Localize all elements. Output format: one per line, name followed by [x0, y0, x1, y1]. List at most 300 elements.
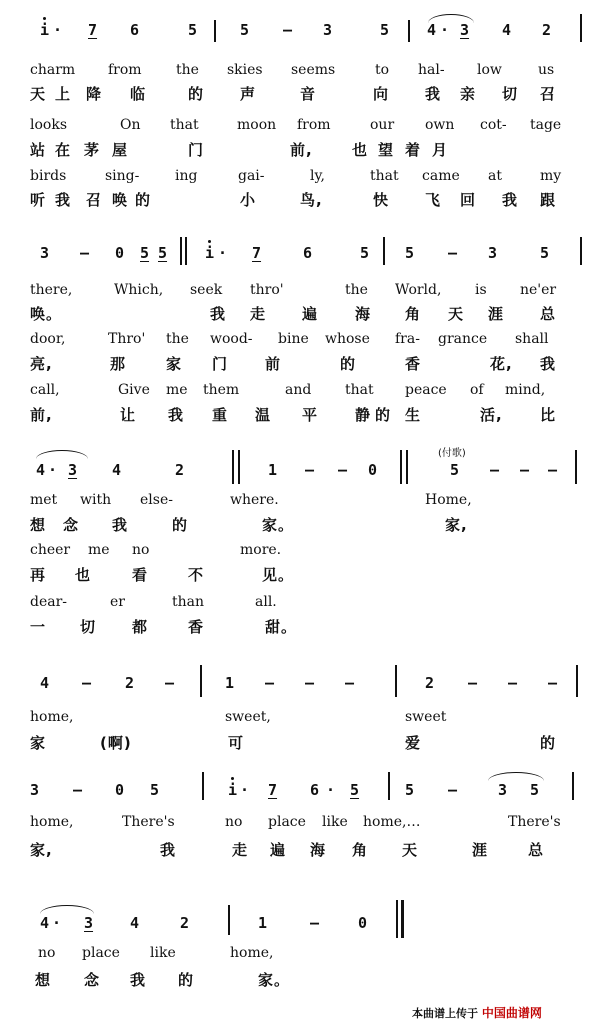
dash: –	[345, 674, 355, 692]
note: 5	[530, 781, 540, 799]
slur	[428, 14, 474, 23]
dash: –	[548, 674, 558, 692]
lyric-word: home,…	[363, 814, 421, 830]
lyrics-zh-row	[0, 140, 604, 160]
lyric-word: looks	[30, 117, 68, 133]
lyric-word: 涯	[488, 305, 505, 323]
barline	[580, 14, 582, 42]
lyric-word: skies	[227, 62, 263, 78]
lyric-word: our	[370, 117, 395, 133]
note: 0	[358, 914, 368, 932]
lyric-word: cheer	[30, 542, 71, 558]
lyrics-en-row	[0, 943, 604, 963]
lyric-word: thro'	[250, 282, 284, 298]
upload-credit	[412, 1004, 542, 1021]
lyric-word: 快	[373, 191, 390, 209]
note: 5	[158, 244, 168, 262]
lyric-word: gai-	[238, 168, 265, 184]
slur	[40, 905, 94, 914]
lyric-word: 上	[55, 85, 72, 103]
dash: –	[448, 244, 458, 262]
lyric-word: 家,	[30, 841, 53, 859]
barline	[200, 665, 202, 697]
lyrics-en-row	[0, 115, 604, 135]
lyric-word: like	[322, 814, 348, 830]
lyric-word: 天	[448, 305, 465, 323]
lyric-word: 我	[425, 85, 442, 103]
dash: –	[520, 461, 530, 479]
lyric-word: 平	[302, 406, 319, 424]
lyric-word: low	[477, 62, 502, 78]
lyric-word: 音	[300, 85, 317, 103]
lyric-word: 站	[30, 141, 47, 159]
lyrics-en-row	[0, 592, 604, 612]
lyrics-zh-row	[0, 354, 604, 374]
lyric-word: of	[470, 382, 484, 398]
lyric-word: 总	[528, 841, 545, 859]
note: 5	[188, 21, 198, 39]
barline	[400, 450, 402, 484]
note: 4	[427, 21, 437, 39]
lyric-word: 角	[352, 841, 369, 859]
note: 2	[425, 674, 435, 692]
lyric-word: 在	[55, 141, 72, 159]
lyric-word: them	[203, 382, 240, 398]
lyric-word: 的	[375, 406, 392, 424]
barline	[388, 772, 390, 800]
lyric-word: 甜。	[265, 618, 298, 636]
barline	[406, 450, 408, 484]
note: 7	[268, 781, 278, 799]
lyric-word: seems	[291, 62, 336, 78]
lyric-word: place	[82, 945, 120, 961]
lyric-word: 门	[188, 141, 205, 159]
lyrics-en-row	[0, 166, 604, 186]
dash: –	[265, 674, 275, 692]
dash: –	[283, 21, 293, 39]
lyric-word: 念	[63, 516, 80, 534]
lyric-word: tage	[530, 117, 562, 133]
lyrics-en-row	[0, 329, 604, 349]
lyric-word: peace	[405, 382, 447, 398]
dash: –	[73, 781, 83, 799]
lyric-word: 比	[540, 406, 557, 424]
lyric-word: my	[540, 168, 562, 184]
note: 2	[175, 461, 185, 479]
note: 6	[130, 21, 140, 39]
note: i	[40, 21, 50, 39]
lyric-word: 海	[355, 305, 372, 323]
lyric-word: 见。	[262, 566, 295, 584]
lyric-word: than	[172, 594, 205, 610]
lyric-word: 也	[352, 141, 369, 159]
lyric-word: 声	[240, 85, 257, 103]
note-dot: ·	[48, 461, 58, 479]
lyric-word: grance	[438, 331, 488, 347]
note: 1	[268, 461, 278, 479]
note-dot: ·	[240, 781, 250, 799]
lyric-word: ly,	[310, 168, 325, 184]
dash: –	[82, 674, 92, 692]
notation-row	[0, 243, 604, 263]
note: 3	[323, 21, 333, 39]
lyric-word: more.	[240, 542, 282, 558]
lyrics-zh-row	[0, 840, 604, 860]
lyric-word: all.	[255, 594, 277, 610]
note: 3	[84, 914, 94, 932]
lyric-word: 着	[405, 141, 422, 159]
lyric-word: own	[425, 117, 455, 133]
lyric-word: 的	[340, 355, 357, 373]
lyric-word: moon	[237, 117, 277, 133]
lyric-word: 的	[178, 971, 195, 989]
lyric-word: hal-	[418, 62, 445, 78]
lyric-word: (啊)	[100, 734, 132, 752]
lyric-word: 召	[86, 191, 103, 209]
note: 5	[405, 781, 415, 799]
lyric-word: home,	[30, 814, 74, 830]
lyric-word: like	[150, 945, 176, 961]
note: 5	[540, 244, 550, 262]
lyric-word: There's	[508, 814, 561, 830]
lyric-word: 家	[166, 355, 183, 373]
note: 6	[303, 244, 313, 262]
lyric-word: 温	[255, 406, 272, 424]
lyric-word: 门	[212, 355, 229, 373]
barline	[395, 665, 397, 697]
lyric-word: 涯	[472, 841, 489, 859]
barline	[238, 450, 240, 484]
lyrics-zh-row	[0, 84, 604, 104]
notation-row	[0, 20, 604, 40]
lyric-word: 茅	[84, 141, 101, 159]
lyric-word: 家。	[258, 971, 291, 989]
note: 1	[225, 674, 235, 692]
lyric-word: there,	[30, 282, 73, 298]
lyric-word: home,	[30, 709, 74, 725]
lyric-word: else-	[140, 492, 173, 508]
note: 5	[360, 244, 370, 262]
lyric-word: whose	[325, 331, 370, 347]
lyric-word: shall	[515, 331, 549, 347]
note: i	[228, 781, 238, 799]
lyric-word: place	[268, 814, 306, 830]
lyric-word: 念	[84, 971, 101, 989]
note-dot: ·	[440, 21, 450, 39]
lyric-word: 听	[30, 191, 47, 209]
lyric-word: and	[285, 382, 312, 398]
lyric-word: 天	[30, 85, 47, 103]
lyric-word: 一	[30, 618, 47, 636]
lyric-word: at	[488, 168, 502, 184]
lyric-word: 家,	[445, 516, 468, 534]
lyric-word: birds	[30, 168, 67, 184]
lyric-word: to	[375, 62, 390, 78]
lyric-word: came	[422, 168, 460, 184]
lyric-word: 的	[540, 734, 557, 752]
notation-row	[0, 913, 604, 933]
note: 5	[405, 244, 415, 262]
lyrics-zh-row	[0, 190, 604, 210]
lyric-word: 前,	[30, 406, 53, 424]
lyric-word: 向	[373, 85, 390, 103]
lyric-word: no	[225, 814, 243, 830]
lyric-word: 走	[250, 305, 267, 323]
note: 7	[252, 244, 262, 262]
barline	[408, 20, 410, 42]
lyric-word: 重	[212, 406, 229, 424]
note: 2	[542, 21, 552, 39]
barline	[580, 237, 582, 265]
note: i	[205, 244, 215, 262]
lyric-word: World,	[395, 282, 442, 298]
dash: –	[310, 914, 320, 932]
note: 2	[125, 674, 135, 692]
note: 4	[36, 461, 46, 479]
lyric-word: from	[108, 62, 142, 78]
note: 3	[30, 781, 40, 799]
barline	[202, 772, 204, 800]
dash: –	[508, 674, 518, 692]
lyric-word: the	[176, 62, 199, 78]
dash: –	[338, 461, 348, 479]
note: 5	[350, 781, 360, 799]
lyric-word: 那	[110, 355, 127, 373]
lyric-word: 爱	[405, 734, 422, 752]
lyric-word: 我	[112, 516, 129, 534]
barline	[232, 450, 234, 484]
lyric-word: 花,	[490, 355, 513, 373]
lyric-word: 我	[210, 305, 227, 323]
lyric-word: 亲	[460, 85, 477, 103]
lyric-word: 回	[460, 191, 477, 209]
lyric-word: ing	[175, 168, 198, 184]
site-logo[interactable]: 中国曲谱网	[481, 1006, 542, 1020]
lyrics-en-row	[0, 280, 604, 300]
dash: –	[305, 674, 315, 692]
lyric-word: 小	[240, 191, 257, 209]
lyric-word: 想	[35, 971, 52, 989]
barline	[180, 237, 182, 265]
lyric-word: 都	[132, 618, 149, 636]
lyrics-zh-row	[0, 405, 604, 425]
lyrics-zh-row	[0, 733, 604, 753]
lyric-word: 召	[540, 85, 557, 103]
final-barline	[396, 900, 398, 938]
note: 0	[115, 244, 125, 262]
notation-row	[0, 460, 604, 480]
lyric-word: mind,	[505, 382, 546, 398]
lyric-word: ne'er	[520, 282, 557, 298]
lyric-word: that	[170, 117, 199, 133]
lyric-word: 切	[80, 618, 97, 636]
barline	[383, 237, 385, 265]
high-octave-dot	[43, 17, 46, 20]
lyric-word: sing-	[105, 168, 140, 184]
note: 5	[150, 781, 160, 799]
lyric-word: 我	[502, 191, 519, 209]
lyric-word: no	[132, 542, 150, 558]
lyric-word: from	[297, 117, 331, 133]
note: 5	[450, 461, 460, 479]
lyric-word: 亮,	[30, 355, 53, 373]
lyric-word: 鸟,	[300, 191, 323, 209]
lyric-word: wood-	[210, 331, 253, 347]
lyric-word: 切	[502, 85, 519, 103]
note-dot: ·	[218, 244, 228, 262]
note: 1	[258, 914, 268, 932]
final-barline	[401, 900, 404, 938]
note: 3	[40, 244, 50, 262]
dash: –	[305, 461, 315, 479]
note: 0	[115, 781, 125, 799]
note: 3	[460, 21, 470, 39]
note: 3	[68, 461, 78, 479]
lyric-word: Give	[118, 382, 150, 398]
lyric-word: 唤。	[30, 305, 63, 323]
lyric-word: 可	[228, 734, 245, 752]
dash: –	[548, 461, 558, 479]
lyrics-zh-row	[0, 304, 604, 324]
lyric-word: 前	[265, 355, 282, 373]
lyric-word: where.	[230, 492, 279, 508]
lyric-word: 再	[30, 566, 47, 584]
lyric-word: that	[370, 168, 399, 184]
lyric-word: 我	[168, 406, 185, 424]
dash: –	[80, 244, 90, 262]
lyric-word: 不	[188, 566, 205, 584]
lyric-word: 天	[402, 841, 419, 859]
high-octave-dot	[231, 777, 234, 780]
lyric-word: is	[475, 282, 487, 298]
upload-credit-text: 本曲谱上传于	[412, 1007, 478, 1020]
chorus-label: (付歌)	[438, 448, 466, 459]
lyric-word: dear-	[30, 594, 68, 610]
dash: –	[490, 461, 500, 479]
lyric-word: er	[110, 594, 125, 610]
lyric-word: 的	[188, 85, 205, 103]
lyric-word: 走	[232, 841, 249, 859]
lyric-word: door,	[30, 331, 66, 347]
lyric-word: 香	[188, 618, 205, 636]
lyrics-en-row	[0, 707, 604, 727]
lyric-word: cot-	[480, 117, 507, 133]
note: 4	[112, 461, 122, 479]
notation-row	[0, 673, 604, 693]
lyric-word: 家。	[262, 516, 295, 534]
lyric-word: 角	[405, 305, 422, 323]
lyric-word: the	[345, 282, 368, 298]
note: 5	[140, 244, 150, 262]
lyric-word: 海	[310, 841, 327, 859]
lyric-word: home,	[230, 945, 274, 961]
dash: –	[468, 674, 478, 692]
lyric-word: Home,	[425, 492, 472, 508]
lyric-word: 家	[30, 734, 47, 752]
lyrics-en-row	[0, 490, 604, 510]
note: 7	[88, 21, 98, 39]
note-dot: ·	[52, 914, 62, 932]
barline	[576, 665, 578, 697]
lyric-word: us	[538, 62, 555, 78]
lyric-word: 飞	[425, 191, 442, 209]
lyric-word: the	[166, 331, 189, 347]
lyrics-en-row	[0, 540, 604, 560]
lyric-word: 总	[540, 305, 557, 323]
lyric-word: charm	[30, 62, 76, 78]
lyric-word: sweet,	[225, 709, 271, 725]
barline	[228, 905, 230, 935]
lyrics-en-row	[0, 380, 604, 400]
lyric-word: 也	[75, 566, 92, 584]
dash: –	[448, 781, 458, 799]
lyric-word: 临	[130, 85, 147, 103]
lyric-word: seek	[190, 282, 223, 298]
note: 4	[40, 674, 50, 692]
lyric-word: 的	[135, 191, 152, 209]
note: 4	[502, 21, 512, 39]
note: 5	[240, 21, 250, 39]
notation-row	[0, 780, 604, 800]
note: 2	[180, 914, 190, 932]
lyric-word: 我	[130, 971, 147, 989]
lyric-word: 遍	[270, 841, 287, 859]
lyric-word: that	[345, 382, 374, 398]
lyric-word: 我	[540, 355, 557, 373]
lyric-word: 降	[86, 85, 103, 103]
note: 0	[368, 461, 378, 479]
lyric-word: Thro'	[108, 331, 146, 347]
lyric-word: 唤	[112, 191, 129, 209]
note: 3	[488, 244, 498, 262]
lyrics-zh-row	[0, 970, 604, 990]
high-octave-dot	[208, 240, 211, 243]
lyric-word: 的	[172, 516, 189, 534]
lyric-word: 遍	[302, 305, 319, 323]
note: 4	[40, 914, 50, 932]
lyric-word: There's	[122, 814, 175, 830]
lyrics-en-row	[0, 60, 604, 80]
lyric-word: 想	[30, 516, 47, 534]
lyric-word: me	[88, 542, 110, 558]
lyric-word: 我	[160, 841, 177, 859]
lyric-word: On	[120, 117, 141, 133]
lyric-word: Which,	[114, 282, 164, 298]
lyric-word: 屋	[112, 141, 129, 159]
lyrics-en-row	[0, 812, 604, 832]
note-dot: ·	[326, 781, 336, 799]
lyrics-zh-row	[0, 515, 604, 535]
lyric-word: 香	[405, 355, 422, 373]
note: 5	[380, 21, 390, 39]
lyric-word: 活,	[480, 406, 503, 424]
lyric-word: 前,	[290, 141, 313, 159]
barline	[185, 237, 187, 265]
lyric-word: 月	[432, 141, 449, 159]
barline	[572, 772, 574, 800]
slur	[488, 772, 544, 781]
lyric-word: 看	[132, 566, 149, 584]
lyric-word: 静	[355, 406, 372, 424]
note: 4	[130, 914, 140, 932]
lyric-word: no	[38, 945, 56, 961]
lyric-word: bine	[278, 331, 309, 347]
lyrics-zh-row	[0, 565, 604, 585]
lyric-word: 跟	[540, 191, 557, 209]
note: 3	[498, 781, 508, 799]
lyric-word: 望	[378, 141, 395, 159]
lyric-word: sweet	[405, 709, 447, 725]
